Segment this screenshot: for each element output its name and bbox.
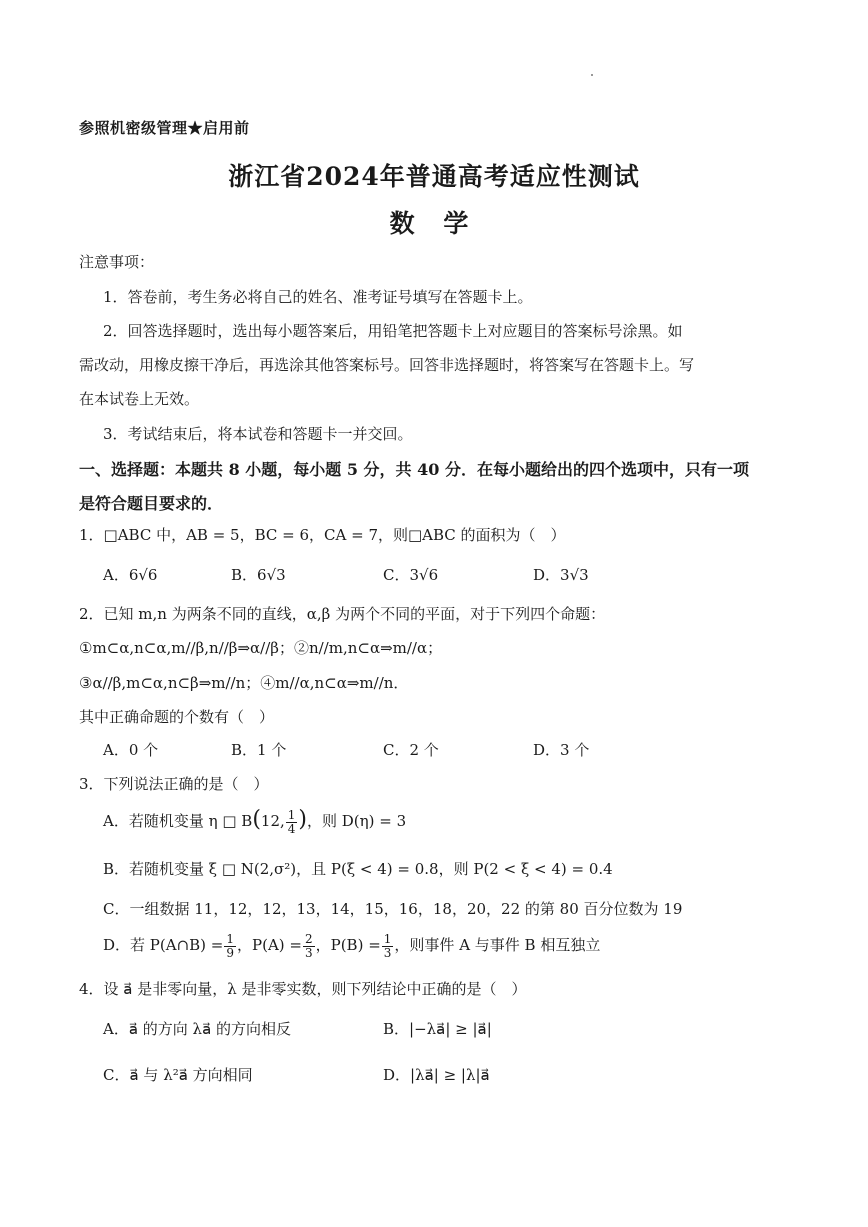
q4-stem: 4．设 a⃗ 是非零向量，λ 是非零实数，则下列结论中正确的是（ ） <box>79 980 527 998</box>
q2-option-c: C．2 个 <box>383 741 439 759</box>
section-heading-line2: 是符合题目要求的． <box>79 494 224 513</box>
q3-d-fraction-1: $\frac{1}{9}$ <box>226 931 234 960</box>
q3-d-mid2: ，P(B) = <box>315 936 381 954</box>
q3-a-paren-open: ( <box>252 807 261 832</box>
notice-heading: 注意事项： <box>79 253 155 271</box>
q4-option-b: B．|−λa⃗| ≥ |a⃗| <box>383 1020 492 1038</box>
exam-title: 浙江省2024年普通高考适应性测试 <box>228 162 640 191</box>
q2-option-b: B．1 个 <box>231 741 287 759</box>
subject-title: 数 学 <box>389 209 479 238</box>
q1-stem: 1．□ABC 中，AB = 5，BC = 6，CA = 7，则□ABC 的面积为（ ） <box>79 526 566 544</box>
notice-item-2-line2: 需改动，用橡皮擦干净后，再选涂其他答案标号。回答非选择题时，将答案写在答题卡上。写 <box>79 356 695 374</box>
notice-item-2-line3: 在本试卷上无效。 <box>79 390 200 408</box>
notice-item-2-line1: 2．回答选择题时，选出每小题答案后，用铅笔把答题卡上对应题目的答案标号涂黑。如 <box>103 322 683 340</box>
q4-option-d: D．|λa⃗| ≥ |λ|a⃗ <box>383 1066 490 1084</box>
notice-item-1: 1．答卷前，考生务必将自己的姓名、准考证号填写在答题卡上。 <box>103 288 533 306</box>
q1-option-a: A．6√6 <box>103 566 158 584</box>
q3-a-prefix: A．若随机变量 η □ B <box>103 812 253 830</box>
q3-option-c: C．一组数据 11，12，12，13，14，15，16，18，20，22 的第 80 百分位数为 19 <box>103 900 683 918</box>
q2-stem: 2．已知 m,n 为两条不同的直线，α,β 为两个不同的平面，对于下列四个命题： <box>79 605 606 623</box>
q3-a-paren-close: ) <box>298 807 308 832</box>
notice-item-3: 3．考试结束后，将本试卷和答题卡一并交回。 <box>103 425 413 443</box>
q3-d-fraction-3: $\frac{1}{3}$ <box>383 931 392 960</box>
q1-option-c: C．3√6 <box>383 566 439 584</box>
q3-option-d <box>103 930 600 960</box>
q3-stem: 3．下列说法正确的是（ ） <box>79 775 269 793</box>
q4-option-c: C．a⃗ 与 λ²a⃗ 方向相同 <box>103 1066 253 1084</box>
q1-option-d: D．3√3 <box>533 566 589 584</box>
q3-option-a <box>103 806 406 836</box>
scan-dot <box>591 74 593 76</box>
q2-option-a: A．0 个 <box>103 741 159 759</box>
q3-d-prefix: D．若 P(A∩B) = <box>103 936 224 954</box>
q2-props-line2: ③α//β,m⊂α,n⊂β⇒m//n；④m//α,n⊂α⇒m//n． <box>79 674 409 692</box>
q3-a-suffix: ，则 D(η) = 3 <box>307 812 407 830</box>
q2-option-d: D．3 个 <box>533 741 590 759</box>
q3-d-fraction-2: $\frac{2}{3}$ <box>304 931 313 960</box>
q3-d-suffix: ，则事件 A 与事件 B 相互独立 <box>394 936 601 954</box>
confidential-label: 参照机密级管理★启用前 <box>79 119 250 137</box>
q3-a-fraction: $\frac{1}{4}$ <box>287 807 296 836</box>
q3-d-mid1: ，P(A) = <box>237 936 302 954</box>
section-heading-line1: 一、选择题：本题共 8 小题，每小题 5 分，共 40 分．在每小题给出的四个选项中，只有一项 <box>79 460 749 479</box>
q3-a-n: 12, <box>260 812 285 830</box>
q4-option-a: A．a⃗ 的方向 λa⃗ 的方向相反 <box>103 1020 292 1038</box>
q1-option-b: B．6√3 <box>231 566 286 584</box>
q2-question: 其中正确命题的个数有（ ） <box>79 708 275 726</box>
q3-option-b: B．若随机变量 ξ □ N(2,σ²)，且 P(ξ < 4) = 0.8，则 P(2 < ξ < 4) = 0.4 <box>103 860 613 878</box>
q2-props-line1: ①m⊂α,n⊂α,m//β,n//β⇒α//β；②n//m,n⊂α⇒m//α； <box>79 639 443 657</box>
